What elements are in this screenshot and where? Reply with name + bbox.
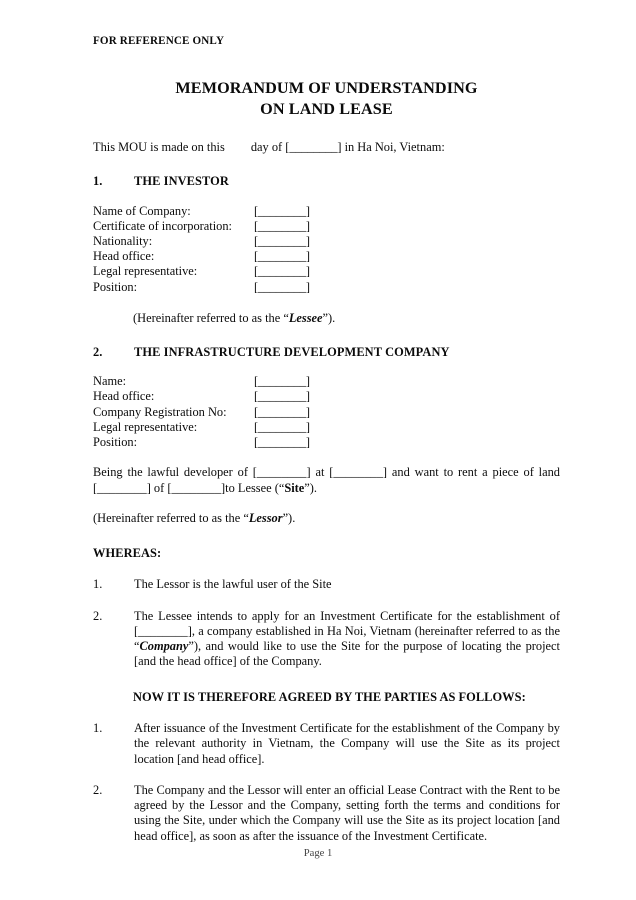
field-label: Head office: — [93, 389, 155, 404]
section-2-number: 2. — [93, 345, 103, 360]
field-blank: [________] — [254, 264, 310, 279]
lessor-definition-suffix: ”). — [282, 510, 296, 525]
field-blank: [________] — [254, 404, 310, 419]
field-blank: [________] — [254, 419, 310, 434]
lessor-definition — [93, 511, 560, 526]
lessee-term: Lessee — [288, 310, 323, 325]
field-label: Head office: — [93, 249, 155, 264]
field-label: Nationality: — [93, 234, 153, 249]
table-row — [93, 280, 310, 295]
document-body — [93, 34, 560, 844]
section-1-number: 1. — [93, 174, 103, 189]
clause-marker: 1. — [93, 720, 103, 735]
table-row — [93, 435, 310, 450]
lessee-definition — [133, 311, 560, 326]
field-blank: [________] — [254, 234, 310, 249]
clause-text-part2: ”), and would like to use the Site for the purpose of locating the project [and the head office] of the Company. — [134, 639, 560, 669]
table-row — [93, 249, 310, 264]
agreed-clause-2 — [93, 783, 560, 844]
title-line-1: MEMORANDUM OF UNDERSTANDING — [175, 79, 478, 98]
field-label: Legal representative: — [93, 264, 198, 279]
field-label: Company Registration No: — [93, 404, 227, 419]
field-blank: [________] — [254, 435, 310, 450]
investor-fields-table — [93, 204, 310, 295]
field-label: Legal representative: — [93, 419, 198, 434]
clause-text: The Lessor is the lawful user of the Site — [134, 577, 332, 592]
agreed-heading: NOW IT IS THEREFORE AGREED BY THE PARTIES AS FOLLOWS: — [133, 689, 526, 704]
section-1-title: THE INVESTOR — [134, 174, 229, 189]
table-row — [93, 405, 310, 420]
field-blank: [________] — [254, 279, 310, 294]
field-label: Name: — [93, 374, 127, 389]
field-blank: [________] — [254, 218, 310, 233]
intro-blank: ________ — [289, 140, 338, 155]
clause-text: The Company and the Lessor will enter an official Lease Contract with the Rent to be agreed by the Lessor and the Company, setting forth the terms and conditions for using the Site, under which the Company will use the Site as its project location [and head office], as soon as after the issuance of the Investment Certificate. — [134, 782, 560, 843]
clause-marker: 1. — [93, 577, 103, 592]
page-footer: Page 1 — [303, 848, 333, 859]
intro-tail: ] in Ha Noi, Vietnam: — [337, 140, 445, 155]
intro-sentence — [93, 140, 560, 155]
clause-marker: 2. — [93, 608, 103, 623]
table-row — [93, 389, 310, 404]
company-term: Company — [139, 639, 189, 654]
field-label: Position: — [93, 435, 138, 450]
lessee-definition-prefix: (Hereinafter referred to as the “ — [133, 310, 289, 325]
table-row — [93, 374, 310, 389]
field-blank: [________] — [254, 374, 310, 389]
field-label: Name of Company: — [93, 203, 191, 218]
lessor-term: Lessor — [248, 510, 283, 525]
page-title — [93, 78, 560, 120]
section-1-heading — [93, 174, 560, 189]
developer-paragraph-part2: ”). — [304, 480, 318, 495]
table-row — [93, 264, 310, 279]
table-row — [93, 219, 310, 234]
field-blank: [________] — [254, 203, 310, 218]
reference-only-note: FOR REFERENCE ONLY — [93, 35, 225, 47]
field-label: Certificate of incorporation: — [93, 218, 232, 233]
table-row — [93, 420, 310, 435]
field-blank: [________] — [254, 389, 310, 404]
clause-text-part1: The Lessee intends to apply for an Investment Certificate for the establishment of [________], a company established in Ha Noi, Vietnam (hereinafter referred to as the “ — [134, 608, 560, 654]
agreed-clause-1 — [93, 721, 560, 767]
clause-text: After issuance of the Investment Certificate for the establishment of the Company by the relevant authority in Vietnam, the Company will use the Site as its project location [and head office]. — [134, 720, 560, 766]
lessor-definition-prefix: (Hereinafter referred to as the “ — [93, 510, 249, 525]
field-label: Position: — [93, 279, 138, 294]
developer-paragraph-part1: Being the lawful developer of [________] at [________] and want to rent a piece of land [________] of [________]to Lessee (“ — [93, 465, 560, 495]
site-term: Site — [284, 480, 305, 495]
clause-marker: 2. — [93, 782, 103, 797]
lessee-definition-suffix: ”). — [322, 310, 336, 325]
developer-paragraph — [93, 465, 560, 496]
whereas-clause-1 — [93, 577, 560, 592]
table-row — [93, 204, 310, 219]
intro-after-gap: day of [ — [250, 140, 290, 155]
whereas-clause-2 — [93, 609, 560, 670]
title-line-2: ON LAND LEASE — [260, 100, 393, 119]
whereas-heading: WHEREAS: — [93, 546, 162, 561]
field-blank: [________] — [254, 249, 310, 264]
intro-before-gap: This MOU is made on this — [93, 140, 225, 155]
section-2-title: THE INFRASTRUCTURE DEVELOPMENT COMPANY — [134, 345, 450, 360]
section-2-heading — [93, 345, 560, 360]
developer-fields-table — [93, 374, 310, 450]
table-row — [93, 234, 310, 249]
